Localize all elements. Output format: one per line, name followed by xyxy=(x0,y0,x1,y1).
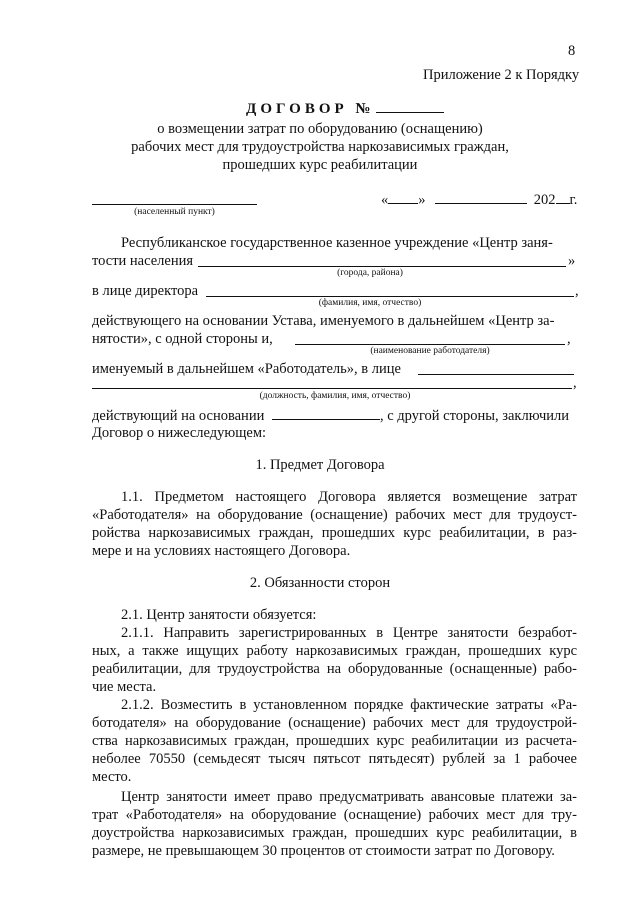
contract-number-blank xyxy=(376,99,444,113)
parties-line-3-text: в лице директора xyxy=(92,283,199,299)
contract-title xyxy=(246,99,444,118)
place-blank xyxy=(92,204,257,205)
section-1-line-2: «Работодателя» на оборудование (оснащение) рабочих мест для трудоуст- xyxy=(92,507,577,523)
basis-text: действующий на основании xyxy=(92,408,265,424)
advance-line-3: доустройства наркозависимых граждан, прошедших курс реабилитации, в xyxy=(92,825,577,841)
city-caption: (города, района) xyxy=(337,268,403,278)
basis-text-end: , с другой стороны, заключили xyxy=(379,408,570,424)
day-blank xyxy=(388,190,418,204)
contract-date xyxy=(381,190,577,209)
city-blank xyxy=(198,266,566,267)
representative-caption: (должность, фамилия, имя, отчество) xyxy=(259,391,411,401)
appendix-note: Приложение 2 к Порядку xyxy=(423,67,580,83)
parties-line-9: Договор о нижеследующем: xyxy=(92,425,267,441)
clause-2-1-2-line-1: 2.1.2. Возместить в установленном порядке фактические затраты «Ра- xyxy=(121,697,577,713)
parties-line-2-end: » xyxy=(568,253,576,269)
month-blank xyxy=(435,190,527,204)
clause-2-1-1-line-4: чие места. xyxy=(92,679,157,695)
title-line-2: рабочих мест для трудоустройства наркозависимых граждан, xyxy=(131,139,509,155)
parties-line-4: действующего на основании Устава, именуемого в дальнейшем «Центр за- xyxy=(92,313,555,329)
director-caption: (фамилия, имя, отчество) xyxy=(318,298,422,308)
advance-line-1: Центр занятости имеет право предусматривать авансовые платежи за- xyxy=(121,789,577,805)
date-close-quote: » xyxy=(418,192,426,208)
section-1-line-1: 1.1. Предметом настоящего Договора является возмещение затрат xyxy=(121,489,577,505)
employer-blank xyxy=(295,344,565,345)
parties-line-5-end: , xyxy=(567,331,571,347)
place-caption: (населенный пункт) xyxy=(134,207,215,217)
title-line-1: о возмещении затрат по оборудованию (оснащению) xyxy=(157,121,483,137)
employer-caption: (наименование работодателя) xyxy=(370,346,490,356)
year-blank xyxy=(556,190,570,204)
page-number: 8 xyxy=(568,43,576,59)
advance-line-4: размере, не превышающем 30 процентов от стоимости затрат по Договору. xyxy=(92,843,555,859)
clause-2-1-1-line-3: реабилитации, для трудоустройства на оборудованные (оснащенные) рабо- xyxy=(92,661,577,677)
section-1-line-4: мере и на условиях настоящего Договора. xyxy=(92,543,351,559)
parties-line-6-text: именуемый в дальнейшем «Работодатель», в лице xyxy=(92,361,401,377)
clause-2-1-2-line-5: место. xyxy=(92,769,132,785)
year-suffix: г. xyxy=(569,192,578,208)
representative-blank-1 xyxy=(418,374,574,375)
section-1-heading: 1. Предмет Договора xyxy=(255,457,385,473)
parties-line-8 xyxy=(92,406,569,425)
clause-2-1-1-line-1: 2.1.1. Направить зарегистрированных в Центре занятости безработ- xyxy=(121,625,577,641)
advance-line-2: трат «Работодателя» на оборудование (оснащение) рабочих мест для тру- xyxy=(92,807,577,823)
clause-2-1-1-line-2: ных, а также ищущих работу наркозависимых граждан, прошедших курс xyxy=(92,643,577,659)
parties-line-1: Республиканское государственное казенное учреждение «Центр заня- xyxy=(121,235,553,251)
representative-blank-2 xyxy=(92,388,572,389)
section-2-heading: 2. Обязанности сторон xyxy=(249,575,391,591)
parties-line-2-text: тости населения xyxy=(92,253,194,269)
clause-2-1: 2.1. Центр занятости обязуется: xyxy=(121,607,317,623)
date-open-quote: « xyxy=(381,192,389,208)
section-1-line-3: ройства наркозависимых граждан, прошедших курс реабилитации, в раз- xyxy=(92,525,577,541)
clause-2-1-2-line-3: ства наркозависимых граждан, прошедших курс реабилитации из расчета- xyxy=(92,733,577,749)
parties-line-7-end: , xyxy=(573,375,577,391)
year-prefix: 202 xyxy=(533,192,556,208)
clause-2-1-2-line-2: ботодателя» на оборудование (оснащение) рабочих мест для трудоустрой- xyxy=(92,715,577,731)
clause-2-1-2-line-4: неболее 70550 (семьдесят тысяч пятьсот пятьдесят) рублей за 1 рабочее xyxy=(92,751,577,767)
basis-blank xyxy=(272,406,380,420)
parties-line-5-text: нятости», с одной стороны и, xyxy=(92,331,273,347)
contract-title-text: ДОГОВОР № xyxy=(246,101,375,117)
director-blank xyxy=(206,296,574,297)
parties-line-3-end: , xyxy=(575,283,579,299)
title-line-3: прошедших курс реабилитации xyxy=(222,157,418,173)
